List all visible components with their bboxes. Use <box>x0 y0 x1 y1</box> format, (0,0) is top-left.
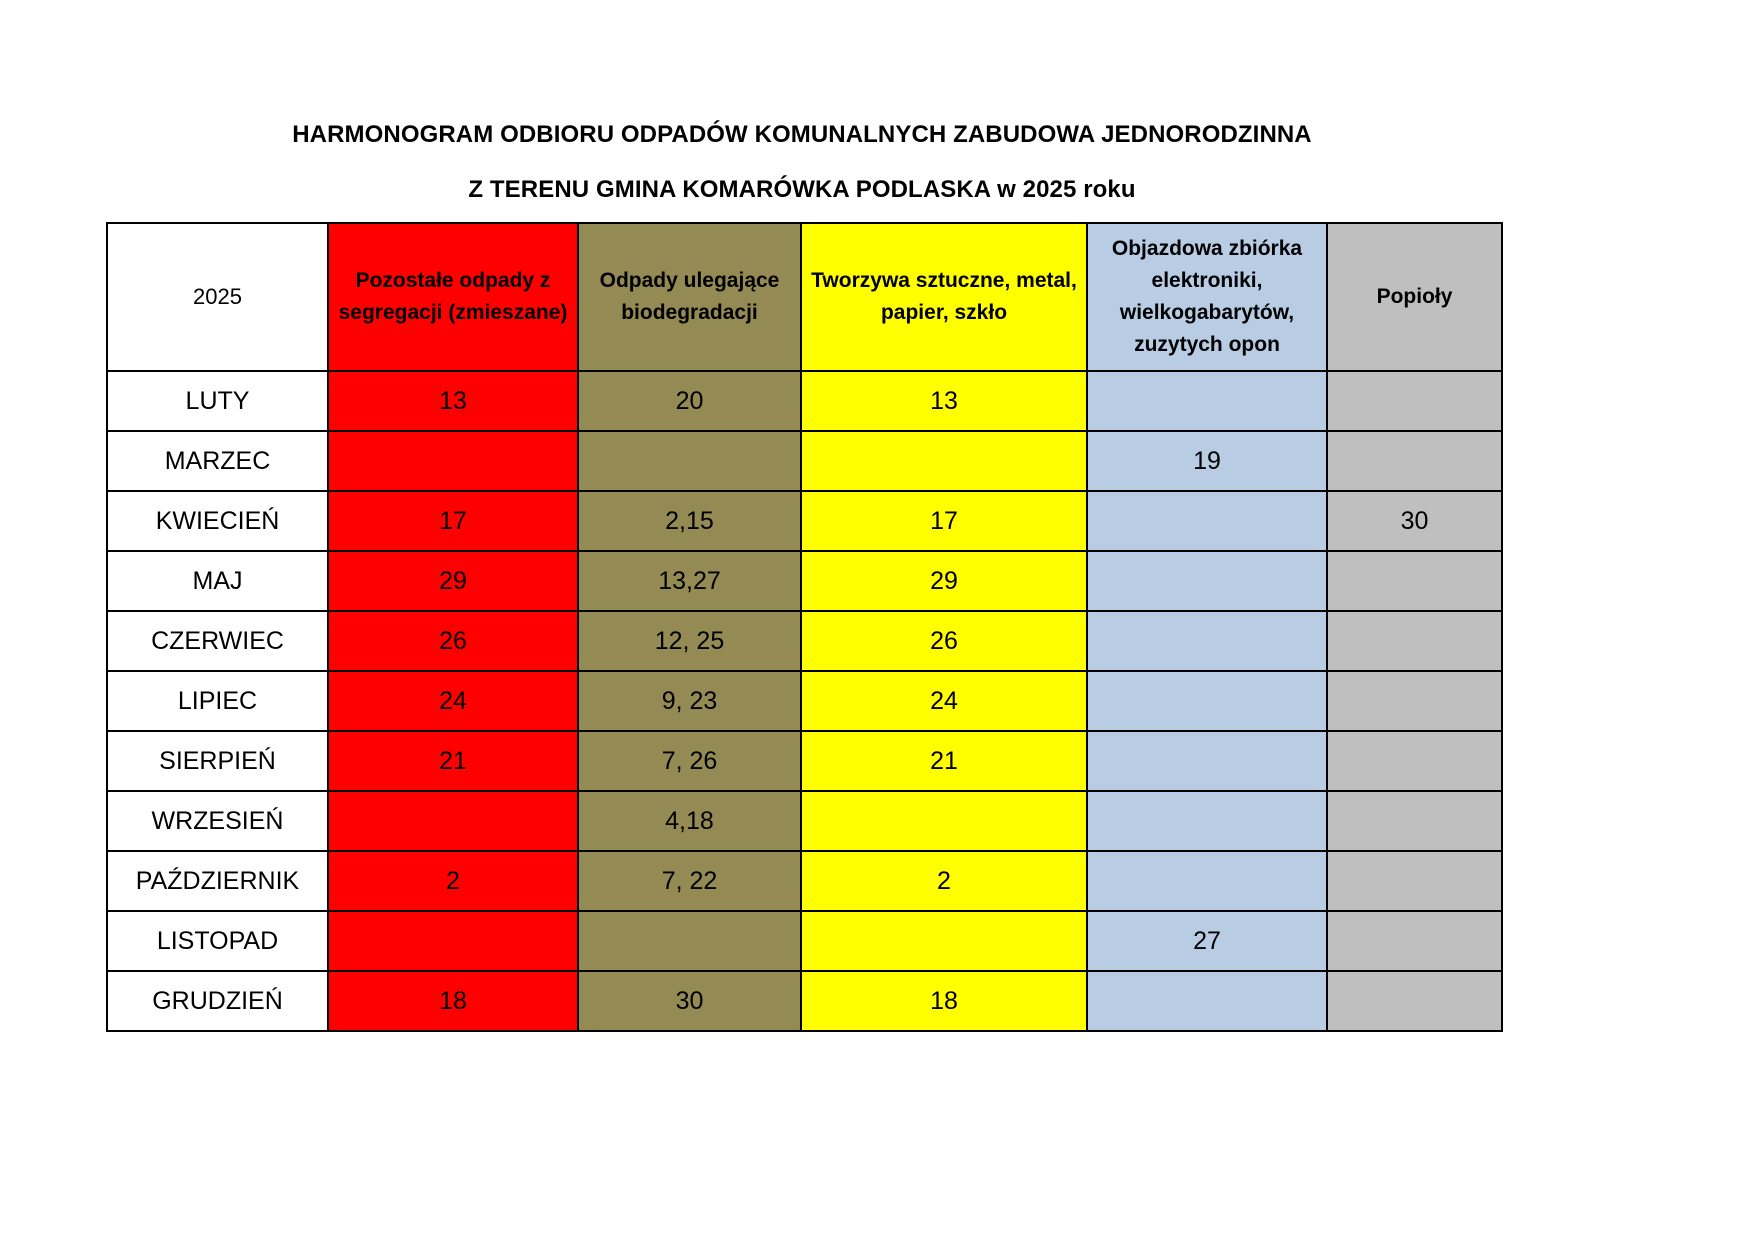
month-cell: LUTY <box>107 371 328 431</box>
table-row <box>107 731 1502 791</box>
table-row <box>107 971 1502 1031</box>
ash-cell <box>1327 431 1502 491</box>
biodegradable-cell: 4,18 <box>578 791 801 851</box>
month-cell: MAJ <box>107 551 328 611</box>
table-row <box>107 491 1502 551</box>
mixed-waste-cell: 2 <box>328 851 578 911</box>
table-row <box>107 851 1502 911</box>
mixed-waste-cell: 24 <box>328 671 578 731</box>
header-row <box>107 223 1502 371</box>
mobile-collection-cell <box>1087 971 1327 1031</box>
month-cell: MARZEC <box>107 431 328 491</box>
ash-cell <box>1327 611 1502 671</box>
ash-cell <box>1327 851 1502 911</box>
mobile-collection-cell <box>1087 671 1327 731</box>
ash-cell <box>1327 791 1502 851</box>
plastic-metal-paper-glass-cell: 13 <box>801 371 1087 431</box>
month-cell: LIPIEC <box>107 671 328 731</box>
biodegradable-cell: 13,27 <box>578 551 801 611</box>
plastic-metal-paper-glass-cell: 2 <box>801 851 1087 911</box>
mixed-waste-cell: 17 <box>328 491 578 551</box>
biodegradable-cell <box>578 911 801 971</box>
mixed-waste-cell: 13 <box>328 371 578 431</box>
ash-cell <box>1327 911 1502 971</box>
mobile-collection-cell <box>1087 491 1327 551</box>
mobile-collection-cell: 27 <box>1087 911 1327 971</box>
table-row <box>107 551 1502 611</box>
mixed-waste-cell <box>328 791 578 851</box>
biodegradable-cell: 2,15 <box>578 491 801 551</box>
document-title-line-2: Z TERENU GMINA KOMARÓWKA PODLASKA w 2025 roku <box>468 176 1136 203</box>
biodegradable-cell: 7, 26 <box>578 731 801 791</box>
ash-cell <box>1327 971 1502 1031</box>
mixed-waste-cell: 21 <box>328 731 578 791</box>
header-mixed-waste: Pozostałe odpady z segregacji (zmieszane) <box>328 223 578 371</box>
mixed-waste-cell <box>328 431 578 491</box>
biodegradable-cell: 30 <box>578 971 801 1031</box>
biodegradable-cell: 7, 22 <box>578 851 801 911</box>
biodegradable-cell: 12, 25 <box>578 611 801 671</box>
mobile-collection-cell: 19 <box>1087 431 1327 491</box>
mixed-waste-cell: 18 <box>328 971 578 1031</box>
mobile-collection-cell <box>1087 551 1327 611</box>
biodegradable-cell: 9, 23 <box>578 671 801 731</box>
month-cell: LISTOPAD <box>107 911 328 971</box>
header-ash: Popioły <box>1327 223 1502 371</box>
month-cell: CZERWIEC <box>107 611 328 671</box>
month-cell: KWIECIEŃ <box>107 491 328 551</box>
table-row <box>107 671 1502 731</box>
biodegradable-cell: 20 <box>578 371 801 431</box>
table-row <box>107 431 1502 491</box>
month-cell: PAŹDZIERNIK <box>107 851 328 911</box>
table-row <box>107 371 1502 431</box>
header-mobile-collection: Objazdowa zbiórka elektroniki, wielkogabarytów, zuzytych opon <box>1087 223 1327 371</box>
ash-cell <box>1327 671 1502 731</box>
biodegradable-cell <box>578 431 801 491</box>
month-cell: SIERPIEŃ <box>107 731 328 791</box>
plastic-metal-paper-glass-cell: 18 <box>801 971 1087 1031</box>
month-cell: WRZESIEŃ <box>107 791 328 851</box>
mixed-waste-cell: 29 <box>328 551 578 611</box>
table-row <box>107 911 1502 971</box>
plastic-metal-paper-glass-cell: 24 <box>801 671 1087 731</box>
table-row <box>107 791 1502 851</box>
plastic-metal-paper-glass-cell: 21 <box>801 731 1087 791</box>
mixed-waste-cell <box>328 911 578 971</box>
mobile-collection-cell <box>1087 731 1327 791</box>
header-year: 2025 <box>107 223 328 371</box>
collection-schedule-table <box>106 222 1503 1032</box>
plastic-metal-paper-glass-cell <box>801 791 1087 851</box>
plastic-metal-paper-glass-cell <box>801 911 1087 971</box>
plastic-metal-paper-glass-cell: 17 <box>801 491 1087 551</box>
mobile-collection-cell <box>1087 371 1327 431</box>
header-plastic-metal-paper-glass: Tworzywa sztuczne, metal, papier, szkło <box>801 223 1087 371</box>
document-title-line-1: HARMONOGRAM ODBIORU ODPADÓW KOMUNALNYCH ZABUDOWA JEDNORODZINNA <box>292 121 1312 148</box>
ash-cell: 30 <box>1327 491 1502 551</box>
ash-cell <box>1327 371 1502 431</box>
month-cell: GRUDZIEŃ <box>107 971 328 1031</box>
plastic-metal-paper-glass-cell: 26 <box>801 611 1087 671</box>
mobile-collection-cell <box>1087 611 1327 671</box>
mobile-collection-cell <box>1087 791 1327 851</box>
plastic-metal-paper-glass-cell <box>801 431 1087 491</box>
mobile-collection-cell <box>1087 851 1327 911</box>
ash-cell <box>1327 551 1502 611</box>
mixed-waste-cell: 26 <box>328 611 578 671</box>
plastic-metal-paper-glass-cell: 29 <box>801 551 1087 611</box>
table-row <box>107 611 1502 671</box>
ash-cell <box>1327 731 1502 791</box>
header-biodegradable-waste: Odpady ulegające biodegradacji <box>578 223 801 371</box>
